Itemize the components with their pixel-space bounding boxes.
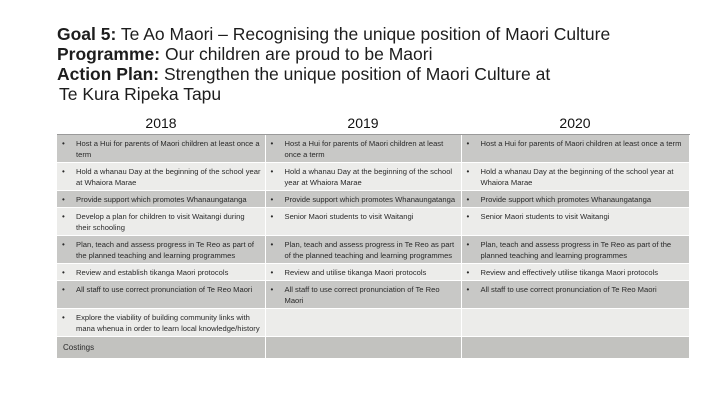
cell-text: Host a Hui for parents of Maori children at least once a term [284, 139, 444, 159]
cell-text: Provide support which promotes Whanaungatanga [76, 195, 247, 204]
bullet: • [62, 167, 65, 176]
cell-text: Host a Hui for parents of Maori children at least once a term [480, 139, 682, 148]
cell-text: Provide support which promotes Whanaungatanga [480, 195, 652, 204]
table-row [57, 309, 689, 337]
cell-text: Explore the viability of building community links with mana whenua in order to learn local knowledge/history [76, 313, 260, 333]
table-row [57, 208, 689, 236]
cell-text: Review and establish tikanga Maori protocols [76, 268, 229, 277]
table-cell [265, 264, 461, 281]
goal-text: Te Ao Maori – Recognising the unique position of Maori Culture [120, 24, 611, 44]
bullet: • [466, 240, 470, 249]
cell-text: Develop a plan for children to visit Waitangi during their schooling [76, 212, 245, 232]
cell-text: Review and effectively utilise tikanga Maori protocols [480, 268, 659, 277]
bullet: • [466, 212, 470, 221]
cell-text: Hold a whanau Day at the beginning of the school year at Whaiora Marae [76, 167, 261, 187]
table-cell [265, 135, 461, 163]
bullet: • [62, 195, 65, 204]
cell-text: All staff to use correct pronunciation of Te Reo Maori [284, 285, 440, 305]
table-cell [461, 281, 689, 309]
table-cell-empty [265, 309, 461, 337]
table-cell [461, 208, 689, 236]
programme-text: Our children are proud to be Maori [164, 44, 433, 64]
table-cell [57, 281, 265, 309]
bullet: • [466, 139, 470, 148]
table-cell [57, 264, 265, 281]
goal-label: Goal 5: [57, 24, 117, 44]
bullet: • [270, 167, 274, 176]
table-cell [461, 236, 689, 264]
table-cell [461, 163, 689, 191]
table-cell [57, 236, 265, 264]
programme-label: Programme: [57, 44, 161, 64]
cell-text: Plan, teach and assess progress in Te Reo as part of the planned teaching and learning programmes [76, 240, 254, 260]
bullet: • [466, 268, 470, 277]
bullet: • [62, 268, 65, 277]
year-2018-header: 2018 [57, 112, 265, 135]
cell-text: Review and utilise tikanga Maori protocols [284, 268, 427, 277]
cell-text: All staff to use correct pronunciation of Te Reo Maori [480, 285, 657, 294]
action-plan-label: Action Plan: [57, 64, 160, 84]
cell-text: Hold a whanau Day at the beginning of the school year at Whaiora Marae [284, 167, 453, 187]
costings-label: Costings [63, 343, 95, 352]
table-cell [265, 191, 461, 208]
table-cell [57, 208, 265, 236]
table-cell-empty [461, 337, 689, 359]
table-cell [265, 236, 461, 264]
action-plan-text-2: Te Kura Ripeka Tapu [59, 84, 222, 104]
table-cell [57, 135, 265, 163]
table-cell [265, 163, 461, 191]
table-cell [461, 135, 689, 163]
table-cell [265, 208, 461, 236]
table-cell [461, 191, 689, 208]
table-cell [57, 191, 265, 208]
bullet: • [466, 167, 470, 176]
bullet: • [62, 313, 65, 322]
bullet: • [270, 212, 274, 221]
year-2020-header: 2020 [461, 112, 689, 135]
table-row [57, 236, 689, 264]
table-cell [461, 264, 689, 281]
table-cell [57, 309, 265, 337]
bullet: • [62, 240, 65, 249]
action-plan-line-2 [59, 84, 717, 104]
cell-text: Host a Hui for parents of Maori children at least once a term [76, 139, 260, 159]
cell-text: Plan, teach and assess progress in Te Reo as part of the planned teaching and learning programmes [284, 240, 455, 260]
cell-text: Senior Maori students to visit Waitangi [284, 212, 414, 221]
year-header-row [57, 112, 689, 135]
action-plan-text: Strengthen the unique position of Maori Culture at [163, 64, 551, 84]
bullet: • [270, 268, 274, 277]
cell-text: Provide support which promotes Whanaungatanga [284, 195, 456, 204]
table-cell-empty [265, 337, 461, 359]
goal-line [57, 24, 717, 44]
table-row [57, 163, 689, 191]
bullet: • [62, 212, 65, 221]
cell-text: Plan, teach and assess progress in Te Reo as part of the planned teaching and learning programmes [480, 240, 672, 260]
table-row [57, 135, 689, 163]
table-cell-empty [461, 309, 689, 337]
table-row [57, 264, 689, 281]
costings-row [57, 337, 689, 359]
bullet: • [466, 285, 470, 294]
bullet: • [62, 285, 65, 294]
table-cell [265, 281, 461, 309]
cell-text: All staff to use correct pronunciation of Te Reo Maori [76, 285, 253, 294]
action-plan-table [57, 112, 690, 359]
table-row [57, 281, 689, 309]
bullet: • [466, 195, 470, 204]
bullet: • [62, 139, 65, 148]
bullet: • [270, 139, 274, 148]
cell-text: Hold a whanau Day at the beginning of the school year at Whaiora Marae [480, 167, 674, 187]
bullet: • [270, 240, 274, 249]
bullet: • [270, 195, 274, 204]
table-cell [57, 337, 265, 359]
bullet: • [270, 285, 274, 294]
action-plan-line [57, 64, 717, 84]
cell-text: Senior Maori students to visit Waitangi [480, 212, 610, 221]
table-row [57, 191, 689, 208]
programme-line [57, 44, 717, 64]
table-cell [57, 163, 265, 191]
slide-header [57, 24, 717, 104]
year-2019-header: 2019 [265, 112, 461, 135]
